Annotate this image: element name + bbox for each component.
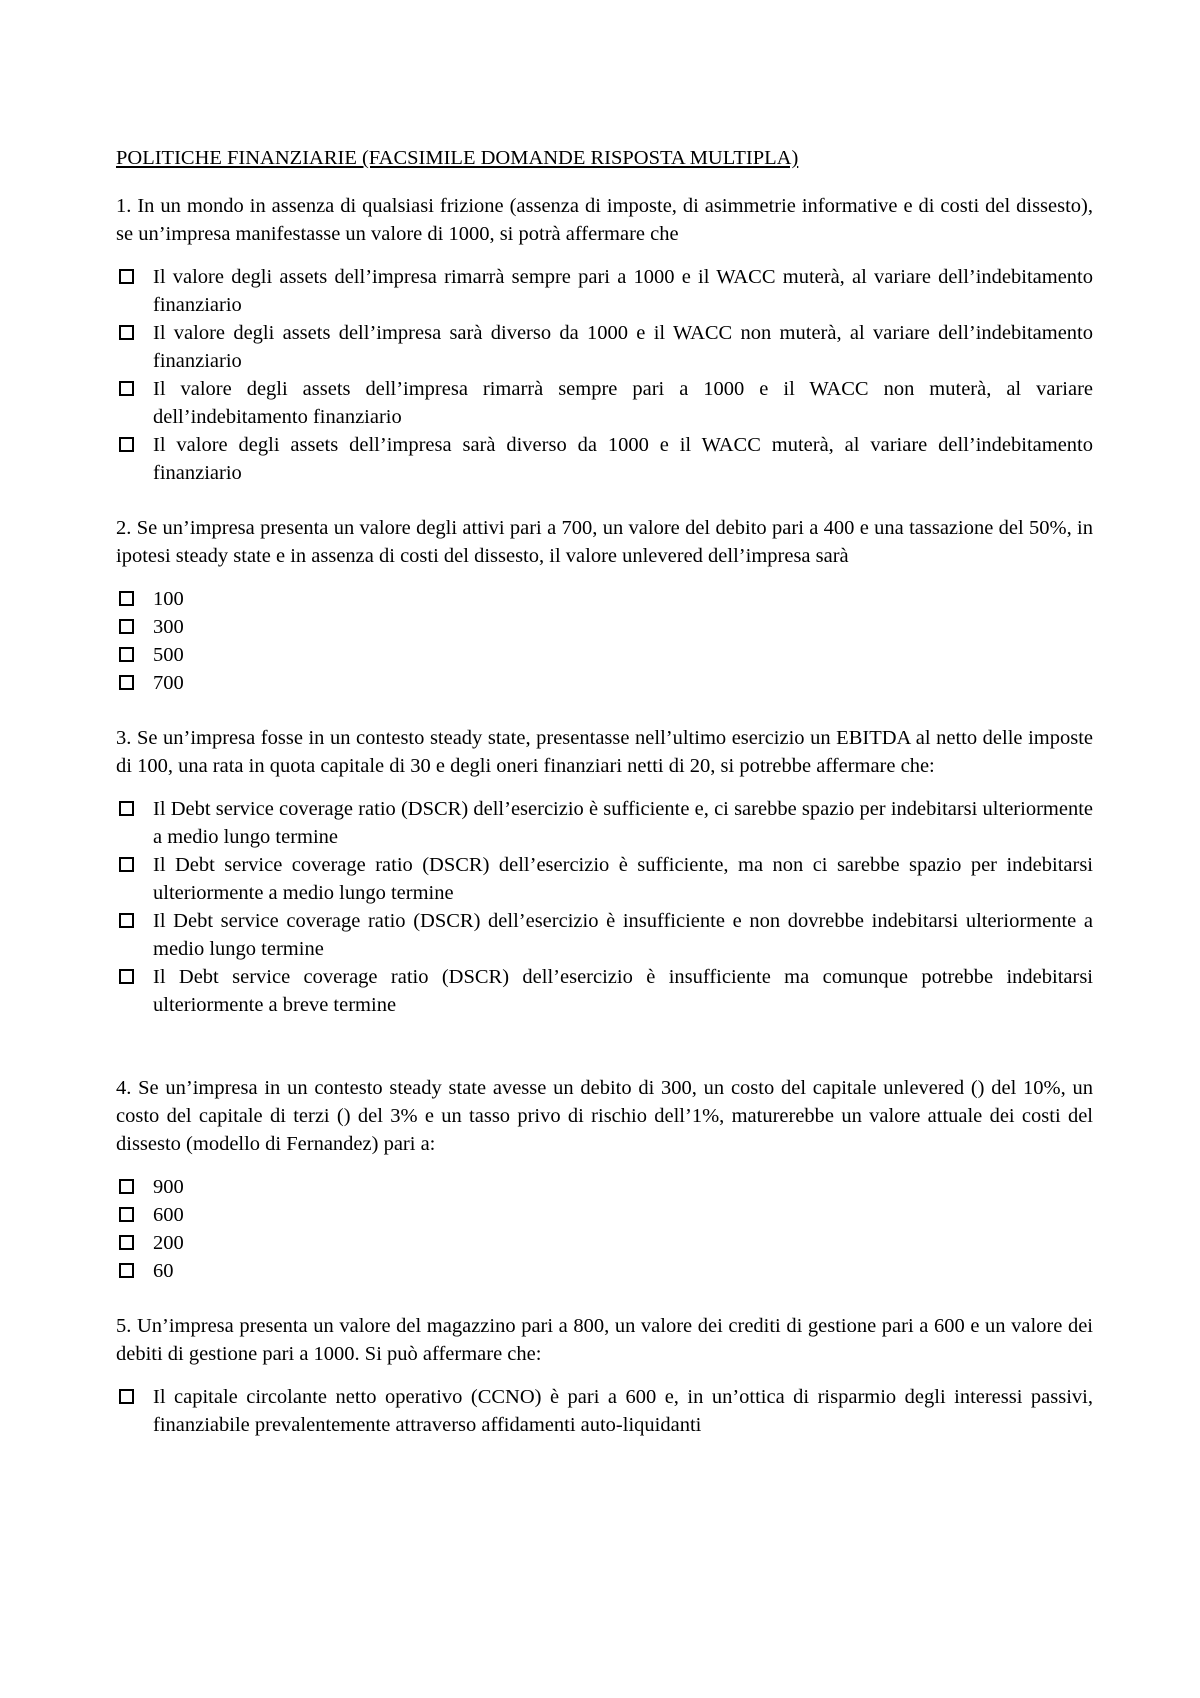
- option-label: 600: [153, 1204, 184, 1226]
- checkbox-icon[interactable]: [119, 647, 134, 662]
- option-label: 900: [153, 1176, 184, 1198]
- question-text: 2. Se un’impresa presenta un valore degli attivi pari a 700, un valore del debito pari a 400 e una tassazione del 50%, in ipotesi steady state e in assenza di costi del dissesto, il valore unlevered dell’impresa sarà: [116, 517, 1093, 567]
- answer-option[interactable]: [116, 431, 1093, 487]
- checkbox-icon[interactable]: [119, 801, 134, 816]
- checkbox-icon[interactable]: [119, 1235, 134, 1250]
- option-label: 700: [153, 672, 184, 694]
- option-label: Il valore degli assets dell’impresa sarà diverso da 1000 e il WACC muterà, al variare dell’indebitamento finanziario: [153, 434, 1093, 484]
- question-text: 3. Se un’impresa fosse in un contesto steady state, presentasse nell’ultimo esercizio un EBITDA al netto delle imposte di 100, una rata in quota capitale di 30 e degli oneri finanziari netti di 20, si potrebbe affermare che:: [116, 727, 1093, 777]
- option-label: 200: [153, 1232, 184, 1254]
- checkbox-icon[interactable]: [119, 1389, 134, 1404]
- checkbox-icon[interactable]: [119, 1179, 134, 1194]
- checkbox-icon[interactable]: [119, 1263, 134, 1278]
- question-3: [116, 724, 1093, 1019]
- answer-options: [116, 795, 1093, 1019]
- question-text: 1. In un mondo in assenza di qualsiasi frizione (assenza di imposte, di asimmetrie informative e di costi del dissesto), se un’impresa manifestasse un valore di 1000, si potrà affermare che: [116, 195, 1093, 245]
- answer-option[interactable]: [116, 375, 1093, 431]
- answer-option[interactable]: [116, 1201, 1093, 1229]
- question-5: [116, 1312, 1093, 1439]
- answer-options: [116, 263, 1093, 487]
- option-label: Il Debt service coverage ratio (DSCR) dell’esercizio è sufficiente, ma non ci sarebbe spazio per indebitarsi ulteriormente a medio lungo termine: [153, 854, 1093, 904]
- option-label: 300: [153, 616, 184, 638]
- checkbox-icon[interactable]: [119, 325, 134, 340]
- option-label: 100: [153, 588, 184, 610]
- answer-option[interactable]: [116, 613, 1093, 641]
- checkbox-icon[interactable]: [119, 381, 134, 396]
- option-label: Il capitale circolante netto operativo (CCNO) è pari a 600 e, in un’ottica di risparmio degli interessi passivi, finanziabile prevalentemente attraverso affidamenti auto-liquidanti: [153, 1386, 1093, 1436]
- answer-option[interactable]: [116, 669, 1093, 697]
- question-1: [116, 192, 1093, 487]
- answer-option[interactable]: [116, 795, 1093, 851]
- answer-option[interactable]: [116, 1229, 1093, 1257]
- answer-option[interactable]: [116, 1257, 1093, 1285]
- answer-option[interactable]: [116, 641, 1093, 669]
- question-text: 5. Un’impresa presenta un valore del magazzino pari a 800, un valore dei crediti di gestione pari a 600 e un valore dei debiti di gestione pari a 1000. Si può affermare che:: [116, 1315, 1093, 1365]
- option-label: Il Debt service coverage ratio (DSCR) dell’esercizio è insufficiente e non dovrebbe indebitarsi ulteriormente a medio lungo termine: [153, 910, 1093, 960]
- answer-options: [116, 1173, 1093, 1285]
- checkbox-icon[interactable]: [119, 437, 134, 452]
- option-label: Il valore degli assets dell’impresa rimarrà sempre pari a 1000 e il WACC non muterà, al variare dell’indebitamento finanziario: [153, 378, 1093, 428]
- answer-option[interactable]: [116, 851, 1093, 907]
- answer-options: [116, 585, 1093, 697]
- option-label: 500: [153, 644, 184, 666]
- checkbox-icon[interactable]: [119, 675, 134, 690]
- checkbox-icon[interactable]: [119, 969, 134, 984]
- option-label: Il valore degli assets dell’impresa rimarrà sempre pari a 1000 e il WACC muterà, al variare dell’indebitamento finanziario: [153, 266, 1093, 316]
- answer-option[interactable]: [116, 1383, 1093, 1439]
- document-title: POLITICHE FINANZIARIE (FACSIMILE DOMANDE RISPOSTA MULTIPLA): [116, 147, 799, 169]
- answer-options: [116, 1383, 1093, 1439]
- answer-option[interactable]: [116, 585, 1093, 613]
- answer-option[interactable]: [116, 963, 1093, 1019]
- option-label: Il Debt service coverage ratio (DSCR) dell’esercizio è sufficiente e, ci sarebbe spazio per indebitarsi ulteriormente a medio lungo termine: [153, 798, 1093, 848]
- option-label: Il Debt service coverage ratio (DSCR) dell’esercizio è insufficiente ma comunque potrebbe indebitarsi ulteriormente a breve termine: [153, 966, 1093, 1016]
- checkbox-icon[interactable]: [119, 619, 134, 634]
- document-content: [116, 144, 1093, 1466]
- answer-option[interactable]: [116, 907, 1093, 963]
- answer-option[interactable]: [116, 319, 1093, 375]
- checkbox-icon[interactable]: [119, 1207, 134, 1222]
- option-label: Il valore degli assets dell’impresa sarà diverso da 1000 e il WACC non muterà, al variare dell’indebitamento finanziario: [153, 322, 1093, 372]
- checkbox-icon[interactable]: [119, 269, 134, 284]
- question-2: [116, 514, 1093, 697]
- question-text: 4. Se un’impresa in un contesto steady state avesse un debito di 300, un costo del capitale unlevered () del 10%, un costo del capitale di terzi () del 3% e un tasso privo di rischio dell’1%, maturerebbe un valore attuale dei costi del dissesto (modello di Fernandez) pari a:: [116, 1077, 1093, 1155]
- question-4: [116, 1074, 1093, 1285]
- option-label: 60: [153, 1260, 174, 1282]
- answer-option[interactable]: [116, 263, 1093, 319]
- checkbox-icon[interactable]: [119, 857, 134, 872]
- answer-option[interactable]: [116, 1173, 1093, 1201]
- checkbox-icon[interactable]: [119, 591, 134, 606]
- checkbox-icon[interactable]: [119, 913, 134, 928]
